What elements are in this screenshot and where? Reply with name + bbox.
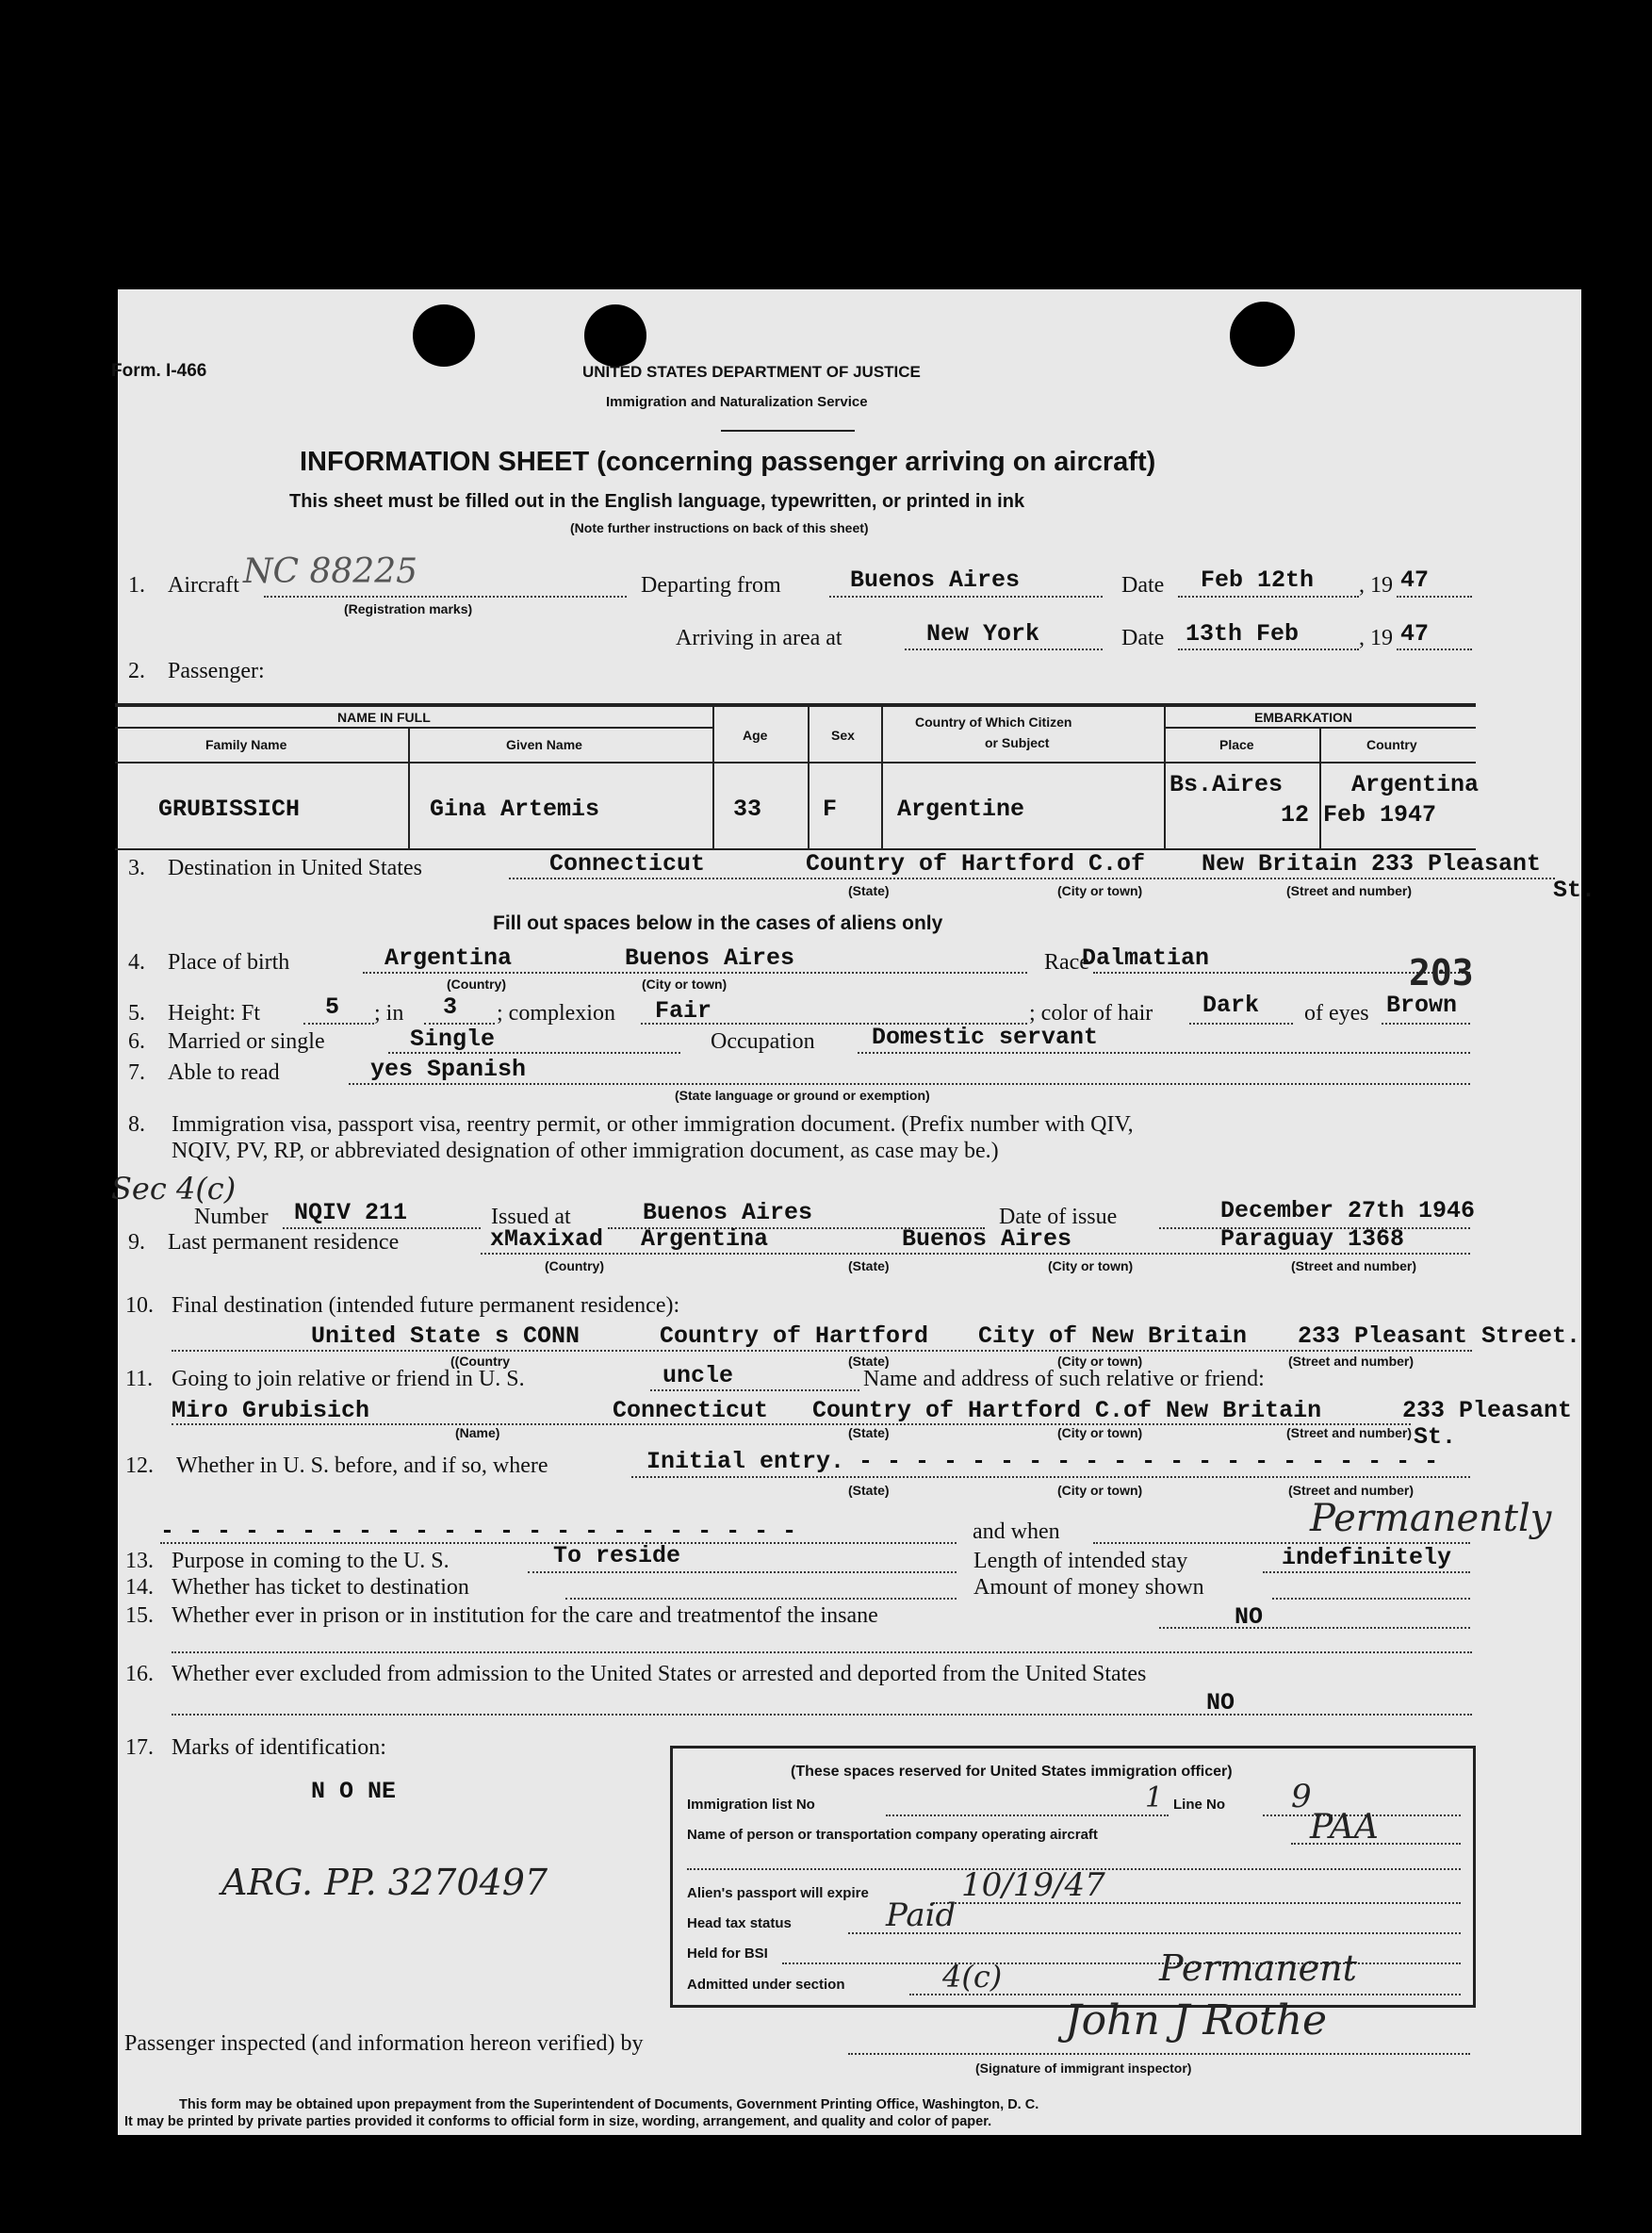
td-country: Argentina bbox=[1351, 771, 1480, 798]
q9-cap-state: (State) bbox=[848, 1258, 890, 1273]
q3-cap-street: (Street and number) bbox=[1286, 883, 1413, 898]
th-given-name: Given Name bbox=[506, 737, 582, 752]
q4-number: 4. bbox=[128, 950, 145, 975]
q4-race: Dalmatian bbox=[1082, 944, 1210, 972]
td-place: Bs.Aires bbox=[1169, 771, 1284, 798]
officer-list-value: 1 bbox=[1145, 1781, 1164, 1814]
officer-passport-value: 10/19/47 bbox=[961, 1866, 1105, 1904]
punch-hole bbox=[413, 304, 475, 367]
q8-issued-label: Issued at bbox=[491, 1205, 571, 1229]
q11-state: Connecticut bbox=[613, 1397, 769, 1424]
q12-cap-city: (City or town) bbox=[1057, 1483, 1143, 1498]
header-rule bbox=[721, 430, 855, 432]
q16-label: Whether ever excluded from admission to the United States or arrested and deported from the United States bbox=[172, 1662, 1147, 1686]
td-citizen: Argentine bbox=[897, 796, 1025, 823]
q8-number-value: NQIV 211 bbox=[294, 1199, 408, 1226]
q15-number: 15. bbox=[125, 1603, 154, 1628]
th-sex: Sex bbox=[831, 728, 855, 743]
q11-cap-name: (Name) bbox=[455, 1425, 500, 1440]
officer-section-label: Admitted under section bbox=[687, 1977, 845, 1993]
th-family-name: Family Name bbox=[205, 737, 287, 752]
service-name: Immigration and Naturalization Service bbox=[606, 394, 868, 410]
q7-caption: (State language or ground or exemption) bbox=[675, 1088, 930, 1103]
q4-cap-city: (City or town) bbox=[642, 977, 728, 992]
q8-text-1: Immigration visa, passport visa, reentry permit, or other immigration document. (Prefix number with QIV, bbox=[172, 1112, 1134, 1137]
q11-street-2: St. bbox=[1414, 1423, 1457, 1451]
form-number: Form. I-466 bbox=[111, 361, 207, 381]
th-age: Age bbox=[743, 728, 768, 743]
officer-tax-value: Paid bbox=[886, 1896, 957, 1934]
q10-country: United State s CONN bbox=[311, 1322, 581, 1350]
q12-handnote: Permanently bbox=[1310, 1497, 1552, 1540]
q14-label: Whether has ticket to destination bbox=[172, 1575, 469, 1600]
q9-cap-street: (Street and number) bbox=[1291, 1258, 1417, 1273]
q10-street: 233 Pleasant Street. bbox=[1298, 1322, 1581, 1350]
th-country: Country bbox=[1366, 737, 1417, 752]
q1-date-line bbox=[1178, 596, 1359, 598]
q10-city: City of New Britain bbox=[978, 1322, 1248, 1350]
q8-number: 8. bbox=[128, 1112, 145, 1137]
officer-line-label: Line No bbox=[1173, 1797, 1225, 1813]
q3-city: Country of Hartford C.of bbox=[806, 850, 1146, 878]
inspected-label: Passenger inspected (and information hereon verified) by bbox=[124, 2031, 644, 2056]
q11-cap-street: (Street and number) bbox=[1286, 1425, 1413, 1440]
q15-label: Whether ever in prison or in institution for the care and treatmentof the insane bbox=[172, 1603, 878, 1628]
q17-label: Marks of identification: bbox=[172, 1735, 386, 1760]
q12-cap-state: (State) bbox=[848, 1483, 890, 1498]
q9-city: Buenos Aires bbox=[902, 1225, 1072, 1253]
officer-company-label: Name of person or transportation company operating aircraft bbox=[687, 1827, 1098, 1843]
department-name: UNITED STATES DEPARTMENT OF JUSTICE bbox=[582, 363, 921, 381]
q8-issued-value: Buenos Aires bbox=[643, 1199, 813, 1226]
q8-doi-label: Date of issue bbox=[999, 1205, 1118, 1229]
q10-number: 10. bbox=[125, 1293, 154, 1318]
q12-and-when: and when bbox=[973, 1519, 1060, 1544]
q14-money-label: Amount of money shown bbox=[973, 1575, 1204, 1600]
q3-line bbox=[509, 878, 1555, 879]
q6-value: Single bbox=[410, 1026, 496, 1053]
officer-passport-label: Alien's passport will expire bbox=[687, 1885, 869, 1901]
q11-number: 11. bbox=[125, 1367, 154, 1391]
q4-country: Argentina bbox=[384, 944, 513, 972]
q1-year-value: 47 bbox=[1400, 566, 1430, 594]
th-place: Place bbox=[1219, 737, 1254, 752]
q5-eyes-label: of eyes bbox=[1304, 1001, 1369, 1026]
q5-number: 5. bbox=[128, 1001, 145, 1026]
q1-year-line bbox=[1397, 596, 1472, 598]
q1-number: 1. bbox=[128, 573, 145, 598]
q3-cap-city: (City or town) bbox=[1057, 883, 1143, 898]
q13-stay: indefinitely bbox=[1282, 1544, 1452, 1571]
footer-line-1: This form may be obtained upon prepayment from the Superintendent of Documents, Government Printing Office, Washington, D. C. bbox=[179, 2097, 1039, 2112]
td-place-day: 12 bbox=[1281, 801, 1310, 829]
q1-departing-value: Buenos Aires bbox=[850, 566, 1021, 594]
q3-cap-state: (State) bbox=[848, 883, 890, 898]
signature-caption: (Signature of immigrant inspector) bbox=[975, 2061, 1192, 2076]
td-age: 33 bbox=[733, 796, 762, 823]
q13-stay-label: Length of intended stay bbox=[973, 1549, 1188, 1573]
q3-street: New Britain 233 Pleasant bbox=[1202, 850, 1542, 878]
q2-number: 2. bbox=[128, 659, 145, 683]
q1-arriving-label: Arriving in area at bbox=[676, 626, 842, 650]
q5-complexion: Fair bbox=[655, 997, 712, 1025]
inspector-signature: John J Rothe bbox=[1065, 1996, 1328, 2044]
q12-cap-street: (Street and number) bbox=[1288, 1483, 1415, 1498]
q2-label: Passenger: bbox=[168, 659, 265, 683]
q7-number: 7. bbox=[128, 1060, 145, 1085]
q1-label: Aircraft bbox=[168, 573, 239, 598]
q11-name-addr-label: Name and address of such relative or friend: bbox=[863, 1367, 1265, 1391]
q8-text-2: NQIV, PV, RP, or abbreviated designation of other immigration document, as case may be.) bbox=[172, 1139, 999, 1163]
th-citizen: Country of Which Citizen bbox=[915, 714, 1072, 730]
q15-value: NO bbox=[1235, 1603, 1264, 1631]
q4-cap-country: (Country) bbox=[447, 977, 506, 992]
table-top-border bbox=[115, 703, 1476, 707]
q4-line bbox=[363, 972, 1027, 974]
q1-aircraft-value: NC 88225 bbox=[243, 552, 418, 591]
officer-list-label: Immigration list No bbox=[687, 1797, 815, 1813]
q7-label: Able to read bbox=[168, 1060, 280, 1085]
q4-race-label: Race bbox=[1044, 950, 1089, 975]
q13-label: Purpose in coming to the U. S. bbox=[172, 1549, 450, 1573]
q13-number: 13. bbox=[125, 1549, 154, 1573]
page-note: (Note further instructions on back of this sheet) bbox=[570, 520, 869, 535]
q5-label: Height: Ft bbox=[168, 1001, 261, 1026]
th-name-in-full: NAME IN FULL bbox=[337, 710, 431, 725]
officer-section-note: Permanent bbox=[1159, 1947, 1357, 1989]
q7-value: yes Spanish bbox=[370, 1056, 527, 1083]
q1-date2-value: 13th Feb bbox=[1186, 620, 1300, 648]
q17-handnote: ARG. PP. 3270497 bbox=[221, 1862, 548, 1903]
q5-complexion-label: ; complexion bbox=[497, 1001, 615, 1026]
punch-hole bbox=[584, 304, 646, 367]
q10-cap-city: (City or town) bbox=[1057, 1354, 1143, 1369]
q6-occupation-label: Occupation bbox=[711, 1029, 815, 1054]
q10-label: Final destination (intended future permanent residence): bbox=[172, 1293, 680, 1318]
q3-number: 3. bbox=[128, 856, 145, 880]
q5-ft: 5 bbox=[325, 993, 340, 1021]
td-date: Feb 1947 bbox=[1323, 801, 1437, 829]
q1-year2-line bbox=[1397, 649, 1472, 650]
th-citizen-2: or Subject bbox=[985, 735, 1050, 750]
q13-value: To reside bbox=[553, 1542, 681, 1569]
q4-city: Buenos Aires bbox=[625, 944, 795, 972]
q1-aircraft-line bbox=[264, 596, 627, 598]
q9-cap-city: (City or town) bbox=[1048, 1258, 1134, 1273]
q11-street: 233 Pleasant bbox=[1402, 1397, 1573, 1424]
q6-label: Married or single bbox=[168, 1029, 325, 1054]
q1-arriving-line bbox=[905, 649, 1103, 650]
q3-label: Destination in United States bbox=[168, 856, 422, 880]
q1-departing-label: Departing from bbox=[641, 573, 781, 598]
q1-arriving-value: New York bbox=[926, 620, 1040, 648]
q9-cap-country: (Country) bbox=[545, 1258, 604, 1273]
q8-number-label: Number bbox=[194, 1205, 269, 1229]
q1-year-prefix: , 19 bbox=[1359, 573, 1393, 598]
q14-number: 14. bbox=[125, 1575, 154, 1600]
q5-inches: 3 bbox=[443, 993, 458, 1021]
q9-label: Last permanent residence bbox=[168, 1230, 400, 1255]
punch-hole bbox=[1233, 302, 1295, 364]
q11-value: uncle bbox=[662, 1362, 734, 1389]
footer-line-2: It may be printed by private parties provided it conforms to official form in size, wording, arrangement, and quality and color of paper. bbox=[124, 2114, 992, 2129]
officer-line-value: 9 bbox=[1291, 1778, 1312, 1815]
q5-in-label: ; in bbox=[374, 1001, 404, 1026]
q9-number: 9. bbox=[128, 1230, 145, 1255]
q1-date2-label: Date bbox=[1121, 626, 1165, 650]
q12-label: Whether in U. S. before, and if so, where bbox=[176, 1453, 548, 1478]
q10-state: Country of Hartford bbox=[660, 1322, 929, 1350]
q11-city: Country of Hartford C.of New Britain bbox=[812, 1397, 1322, 1424]
td-given: Gina Artemis bbox=[430, 796, 600, 823]
aliens-note: Fill out spaces below in the cases of aliens only bbox=[493, 912, 943, 934]
q10-cap-street: (Street and number) bbox=[1288, 1354, 1415, 1369]
q17-number: 17. bbox=[125, 1735, 154, 1760]
q12-dashes: - - - - - - - - - - - - - - - - - - - - - - - bbox=[160, 1518, 797, 1545]
q11-name: Miro Grubisich bbox=[172, 1397, 370, 1424]
th-embarkation: EMBARKATION bbox=[1254, 710, 1352, 725]
q1-year2-value: 47 bbox=[1400, 620, 1430, 648]
q4-stamp: 203 bbox=[1409, 952, 1474, 993]
q3-street-2: St. bbox=[1553, 877, 1596, 904]
q11-label: Going to join relative or friend in U. S. bbox=[172, 1367, 525, 1391]
q11-cap-city: (City or town) bbox=[1057, 1425, 1143, 1440]
q6-occupation: Domestic servant bbox=[872, 1024, 1099, 1051]
q12-value: Initial entry. - - - - - - - - - - - - - - - - - - - - - bbox=[646, 1448, 1439, 1475]
q9-state: Argentina bbox=[641, 1225, 769, 1253]
q1-departing-line bbox=[829, 596, 1103, 598]
q1-date-value: Feb 12th bbox=[1201, 566, 1315, 594]
td-family: GRUBISSICH bbox=[158, 796, 301, 823]
officer-title: (These spaces reserved for United States immigration officer) bbox=[791, 1764, 1233, 1780]
q5-eyes: Brown bbox=[1386, 992, 1458, 1019]
q16-number: 16. bbox=[125, 1662, 154, 1686]
q5-hair-label: ; color of hair bbox=[1029, 1001, 1153, 1026]
page-subtitle: This sheet must be filled out in the English language, typewritten, or printed in ink bbox=[289, 491, 1025, 512]
q10-cap-state: (State) bbox=[848, 1354, 890, 1369]
q9-country: xMaxixad bbox=[490, 1225, 604, 1253]
officer-company-value: PAA bbox=[1310, 1808, 1379, 1847]
q5-hair: Dark bbox=[1202, 992, 1260, 1019]
q1-year2-prefix: , 19 bbox=[1359, 626, 1393, 650]
q6-number: 6. bbox=[128, 1029, 145, 1054]
td-sex: F bbox=[823, 796, 838, 823]
q8-doi-value: December 27th 1946 bbox=[1220, 1197, 1476, 1224]
q11-cap-state: (State) bbox=[848, 1425, 890, 1440]
officer-tax-label: Head tax status bbox=[687, 1915, 792, 1931]
q10-cap-country: ((Country bbox=[450, 1354, 510, 1369]
q16-value: NO bbox=[1206, 1689, 1235, 1716]
q12-number: 12. bbox=[125, 1453, 154, 1478]
q4-label: Place of birth bbox=[168, 950, 290, 975]
page-title: INFORMATION SHEET (concerning passenger arriving on aircraft) bbox=[300, 447, 1156, 477]
q1-date2-line bbox=[1178, 649, 1359, 650]
q1-date-label: Date bbox=[1121, 573, 1165, 598]
q8-handnote: Sec 4(c) bbox=[111, 1171, 237, 1207]
q17-value: N O NE bbox=[311, 1778, 397, 1805]
officer-section-value: 4(c) bbox=[942, 1959, 1003, 1995]
q1-caption: (Registration marks) bbox=[344, 601, 473, 616]
q3-state: Connecticut bbox=[549, 850, 706, 878]
officer-bsi-label: Held for BSI bbox=[687, 1946, 768, 1962]
q9-street: Paraguay 1368 bbox=[1220, 1225, 1405, 1253]
